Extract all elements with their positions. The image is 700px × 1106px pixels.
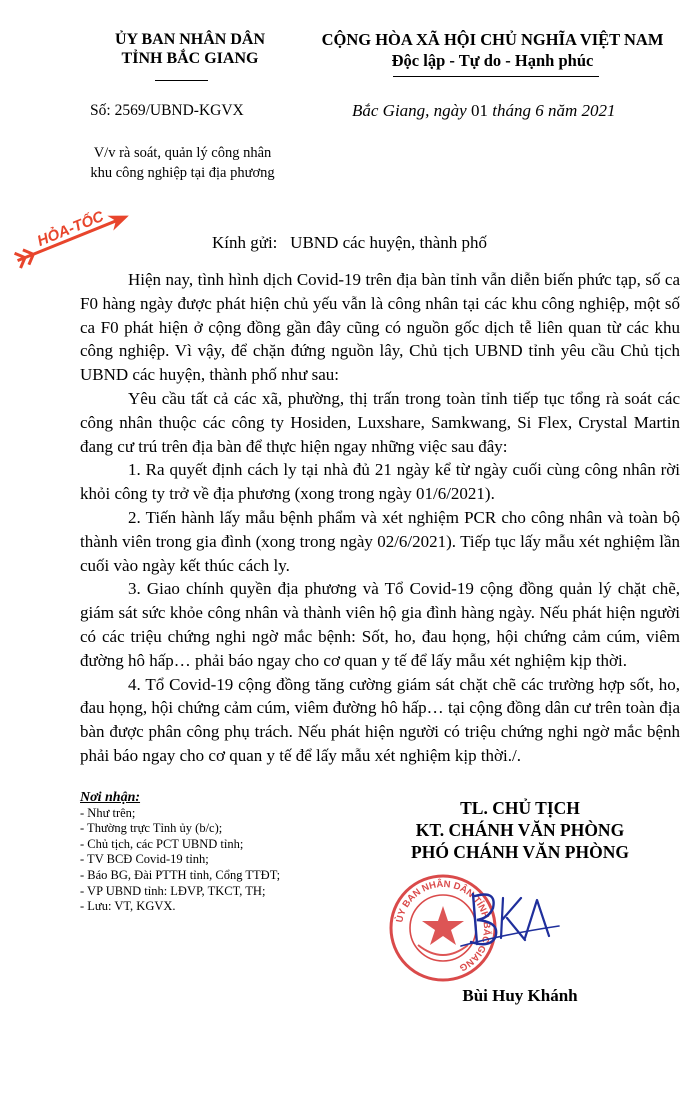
addressee-label: Kính gửi: xyxy=(212,233,278,252)
issuing-authority xyxy=(70,30,310,68)
motto-underline xyxy=(393,76,599,77)
signature-line-1: TL. CHỦ TỊCH xyxy=(460,798,580,818)
urgent-stamp xyxy=(8,200,138,270)
signature-scribble-icon xyxy=(455,886,565,956)
nation-motto: Độc lập - Tự do - Hạnh phúc xyxy=(391,51,594,70)
signature-line-2: KT. CHÁNH VĂN PHÒNG xyxy=(415,820,625,840)
recipient-item: - VP UBND tỉnh: LĐVP, TKCT, TH; xyxy=(80,883,266,898)
recipient-item: - Như trên; xyxy=(80,805,136,820)
nation-name: CỘNG HÒA XÃ HỘI CHỦ NGHĨA VIỆT NAM xyxy=(321,30,664,49)
authority-underline xyxy=(155,80,208,81)
signature-line-3: PHÓ CHÁNH VĂN PHÒNG xyxy=(411,842,629,862)
issue-date: Bắc Giang, ngày 01 tháng 6 năm 2021 xyxy=(352,101,616,120)
signature-title xyxy=(395,797,645,863)
recipient-item: - TV BCĐ Covid-19 tỉnh; xyxy=(80,852,209,867)
recipient-item: - Thường trực Tỉnh ủy (b/c); xyxy=(80,821,223,836)
recipients-title: Nơi nhận: xyxy=(80,790,141,805)
document-number-value: 2569 xyxy=(114,102,146,119)
document-body xyxy=(80,268,680,768)
urgent-stamp-text: HỎA-TỐC xyxy=(34,207,107,250)
recipient-item: - Chủ tịch, các PCT UBND tỉnh; xyxy=(80,836,244,851)
addressee-line xyxy=(212,233,487,253)
document-number: Số: 2569/UBND-KGVX xyxy=(90,102,244,119)
body-paragraph: 3. Giao chính quyền địa phương và Tổ Covid-19 cộng đồng quản lý chặt chẽ, giám sát sức khỏe công nhân và thành viên hộ gia đình hàng ngày. Nếu phát hiện người có các triệu chứng nghi ngờ mắc bệnh: Sốt, ho, đau họng, hội chứng cảm cúm, viêm đường hô hấp… phải báo ngay cho cơ quan y tế để lấy mẫu xét nghiệm kịp thời. xyxy=(80,579,680,670)
urgent-arrow-icon xyxy=(8,200,138,270)
body-paragraph: 1. Ra quyết định cách ly tại nhà đủ 21 ngày kể từ ngày cuối cùng công nhân rời khỏi công ty trở về địa phương (xong trong ngày 01/6/2021). xyxy=(80,460,680,504)
body-paragraph: Hiện nay, tình hình dịch Covid-19 trên địa bàn tỉnh vẫn diễn biến phức tạp, số ca F0 hàng ngày được phát hiện chủ yếu vẫn là công nhân tại các khu công nghiệp, một số ca F0 phát hiện ở cộng đồng gần đây cũng có nguồn gốc dịch tễ liên quan từ các khu công nghiệp. Vì vậy, để chặn đứng nguồn lây, Chủ tịch UBND tỉnh yêu cầu Chủ tịch UBND các huyện, thành phố như sau: xyxy=(80,270,680,385)
body-paragraph: 2. Tiến hành lấy mẫu bệnh phẩm và xét nghiệm PCR cho công nhân và toàn bộ thành viên trong gia đình (xong trong ngày 02/6/2021). Tiếp tục lấy mẫu xét nghiệm lần cuối vào ngày kết thúc cách ly. xyxy=(80,507,680,575)
addressee-value: UBND các huyện, thành phố xyxy=(290,233,488,252)
authority-line-1: ỦY BAN NHÂN DÂN xyxy=(114,31,266,48)
recipients-list xyxy=(80,790,280,915)
body-paragraph: 4. Tổ Covid-19 cộng đồng tăng cường giám sát chặt chẽ các trường hợp sốt, ho, đau họng, hội chứng cảm cúm, viêm đường hô hấp… tại cộng đồng dân cư trên toàn địa bàn được phân công phụ trách. Nếu phát hiện người có triệu chứng nghi ngờ mắc bệnh phải báo ngay cho cơ quan y tế để lấy mẫu xét nghiệm kịp thời./. xyxy=(80,674,680,765)
recipient-item: - Báo BG, Đài PTTH tỉnh, Cổng TTĐT; xyxy=(80,867,281,882)
authority-line-2: TỈNH BẮC GIANG xyxy=(121,50,259,67)
signer-name: Bùi Huy Khánh xyxy=(462,986,578,1005)
national-motto xyxy=(305,29,680,71)
recipient-item: - Lưu: VT, KGVX. xyxy=(80,899,176,914)
handwritten-signature xyxy=(455,886,565,956)
body-paragraph: Yêu cầu tất cả các xã, phường, thị trấn trong toàn tỉnh tiếp tục tổng rà soát các công nhân thuộc các công ty Hosiden, Luxshare, Samkwang, Si Flex, Crystal Martin đang cư trú trên địa bàn để thực hiện ngay những việc sau đây: xyxy=(80,388,680,456)
svg-text:ỦY BAN NHÂN DÂN TỈNH BẮC GIANG: ỦY BAN NHÂN DÂN TỈNH BẮC GIANG xyxy=(394,878,493,974)
document-subject: V/v rà soát, quản lý công nhân khu công nghiệp tại địa phương xyxy=(90,145,275,181)
